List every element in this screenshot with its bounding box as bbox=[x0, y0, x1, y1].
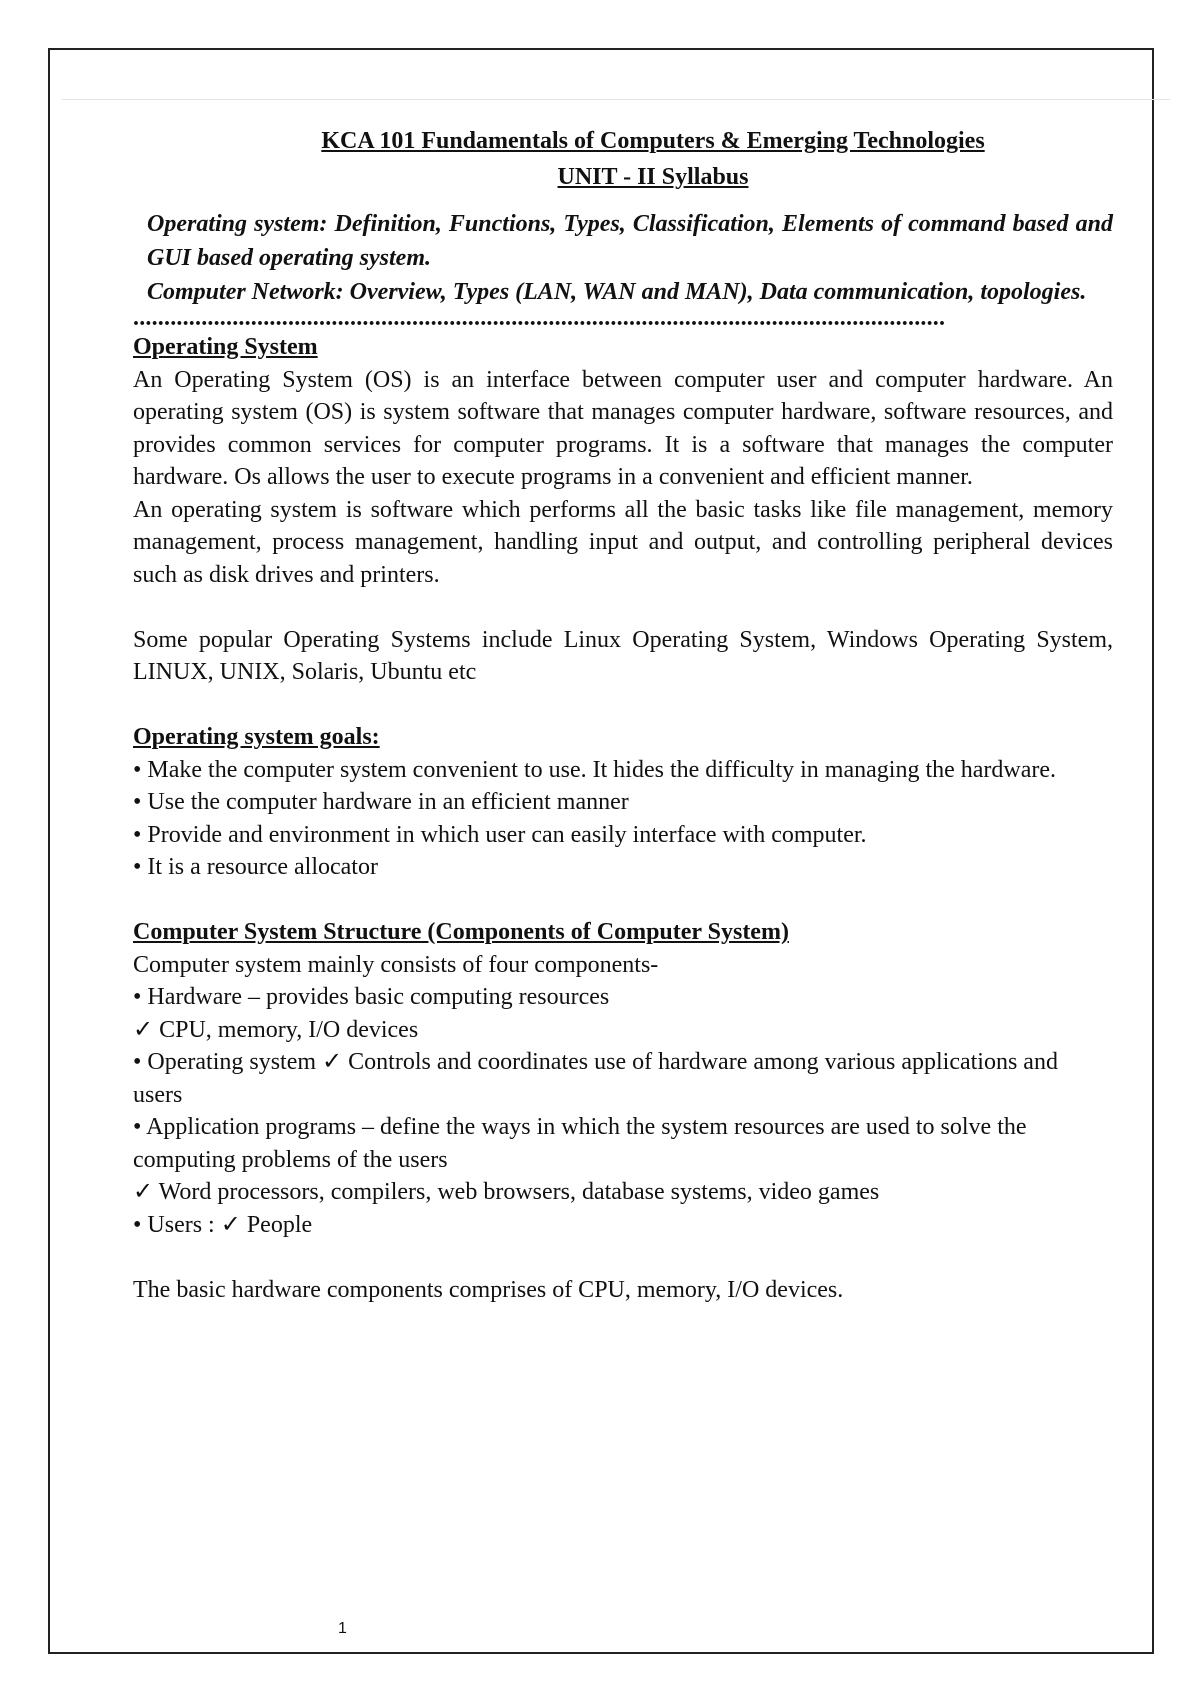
goal-item: • Provide and environment in which user can easily interface with computer. bbox=[133, 821, 867, 848]
structure-line: • Application programs – define the ways in which the system resources are used to solve the bbox=[133, 1114, 1027, 1140]
os-paragraph-1: An Operating System (OS) is an interface between computer user and computer hardware. An operating system (OS) is system software that manages computer hardware, software resources, and provides common services for computer programs. It is a software that manages the computer hardware. Os allows the user to execute programs in a convenient and efficient manner. bbox=[133, 366, 1113, 490]
spacer bbox=[133, 689, 1113, 722]
os-paragraph-2: An operating system is software which performs all the basic tasks like file management, memory management, process management, handling input and output, and controlling peripheral devices such as disk drives and printers. bbox=[133, 496, 1113, 588]
syllabus-block bbox=[147, 207, 1113, 309]
header-rule bbox=[62, 99, 1170, 100]
spacer bbox=[133, 884, 1113, 917]
structure-line: • Operating system ✓ Controls and coordinates use of hardware among various applications and users bbox=[133, 1049, 1058, 1108]
structure-line: • Hardware – provides basic computing resources bbox=[133, 984, 610, 1010]
spacer bbox=[133, 1241, 1113, 1274]
structure-line: • Users : ✓ People bbox=[133, 1211, 313, 1238]
structure-line: computing problems of the users bbox=[133, 1146, 448, 1173]
os-heading: Operating System bbox=[133, 334, 318, 360]
document-body bbox=[133, 123, 1113, 1306]
unit-subtitle: UNIT - II Syllabus bbox=[557, 164, 749, 190]
spacer bbox=[133, 591, 1113, 624]
document-title: KCA 101 Fundamentals of Computers & Emerging Technologies bbox=[321, 128, 985, 154]
structure-line: ✓ CPU, memory, I/O devices bbox=[133, 1016, 419, 1043]
structure-line: Computer system mainly consists of four components- bbox=[133, 951, 659, 978]
structure-closing: The basic hardware components comprises of CPU, memory, I/O devices. bbox=[133, 1276, 844, 1303]
structure-heading: Computer System Structure (Components of Computer System) bbox=[133, 919, 789, 945]
structure-line: ✓ Word processors, compilers, web browsers, database systems, video games bbox=[133, 1179, 880, 1205]
goal-item: • Use the computer hardware in an efficient manner bbox=[133, 789, 629, 815]
dotted-separator: ................................................................................................................................... bbox=[133, 311, 946, 331]
syllabus-os-line: Operating system: Definition, Functions, Types, Classification, Elements of command based and GUI based operating system. bbox=[147, 211, 1113, 271]
page-number: 1 bbox=[338, 1620, 347, 1637]
os-paragraph-3: Some popular Operating Systems include Linux Operating System, Windows Operating System, LINUX, UNIX, Solaris, Ubuntu etc bbox=[133, 626, 1113, 685]
goal-item: • Make the computer system convenient to use. It hides the difficulty in managing the hardware. bbox=[133, 756, 1057, 783]
title-block bbox=[193, 123, 1113, 195]
syllabus-network-line: Computer Network: Overview, Types (LAN, WAN and MAN), Data communication, topologies. bbox=[147, 279, 1087, 305]
goals-heading: Operating system goals: bbox=[133, 724, 380, 750]
goal-item: • It is a resource allocator bbox=[133, 854, 378, 880]
